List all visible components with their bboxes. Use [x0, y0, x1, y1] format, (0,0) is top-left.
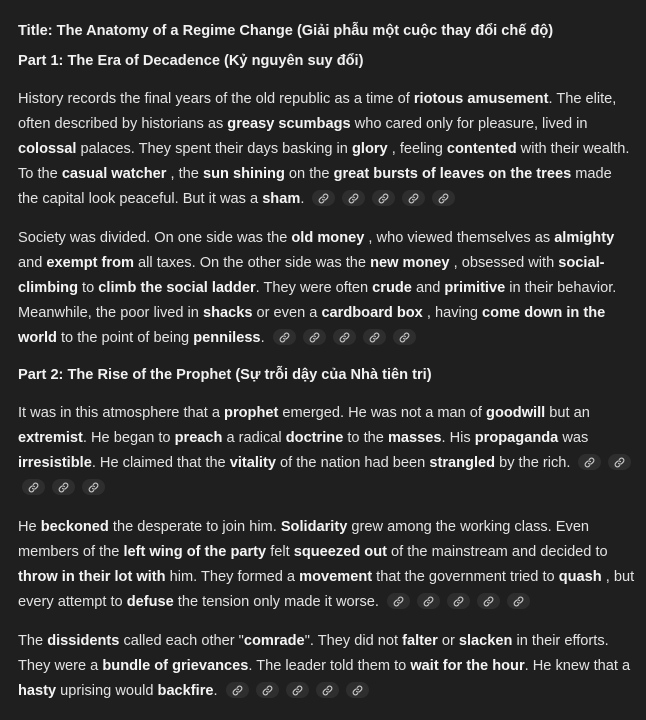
bold-term: exempt from	[46, 255, 134, 271]
source-link-chip[interactable]	[333, 329, 356, 345]
paragraph-4	[18, 515, 636, 615]
part-2-heading: Part 2: The Rise of the Prophet (Sự trỗi dậy của Nhà tiên tri)	[18, 367, 432, 383]
text-segment: him. They formed a	[165, 569, 300, 585]
text-segment: to	[78, 280, 99, 296]
source-link-chip[interactable]	[346, 682, 369, 698]
text-segment: who cared only for pleasure, lived in	[350, 116, 588, 132]
text-segment: emerged. He was not a man of	[278, 405, 487, 421]
bold-term: primitive	[444, 280, 506, 296]
bold-term: crude	[372, 280, 412, 296]
link-icon	[52, 482, 75, 493]
source-link-chip[interactable]	[402, 190, 425, 206]
text-segment: in their efforts. They were a	[18, 633, 609, 674]
paragraph-1	[18, 87, 636, 212]
text-segment: . He claimed that the	[91, 455, 230, 471]
text-segment: and	[411, 280, 445, 296]
text-segment: a radical	[222, 430, 286, 446]
bold-term: irresistible	[18, 455, 92, 471]
paragraph-2	[18, 226, 636, 351]
bold-term: penniless	[193, 330, 261, 346]
link-icon	[393, 332, 416, 343]
text-segment: and	[18, 255, 47, 271]
bold-term: shacks	[202, 305, 253, 321]
text-segment: The	[18, 633, 48, 649]
link-icon	[342, 193, 365, 204]
text-segment: . He began to	[82, 430, 175, 446]
link-icon	[387, 596, 410, 607]
text-segment: , feeling	[387, 141, 447, 157]
link-icon	[447, 596, 470, 607]
link-icon	[303, 332, 326, 343]
article-title: Title: The Anatomy of a Regime Change (Giải phẫu một cuộc thay đổi chế độ)	[18, 23, 554, 39]
bold-term: sun shining	[202, 166, 285, 182]
text-segment: palaces. They spent their days basking in	[76, 141, 352, 157]
bold-term: riotous amusement	[413, 91, 549, 107]
source-link-chip[interactable]	[363, 329, 386, 345]
bold-term: contented	[446, 141, 517, 157]
source-link-chip[interactable]	[387, 593, 410, 609]
text-segment: History records the final years of the old republic as a time of	[18, 91, 414, 107]
bold-term: preach	[174, 430, 223, 446]
paragraph-3	[18, 401, 636, 501]
bold-term: falter	[402, 633, 438, 649]
bold-term: movement	[299, 569, 373, 585]
text-segment: on the	[284, 166, 334, 182]
source-link-chip[interactable]	[312, 190, 335, 206]
bold-term: casual watcher	[61, 166, 167, 182]
source-link-chip[interactable]	[432, 190, 455, 206]
text-segment: , having	[422, 305, 483, 321]
bold-term: comrade	[243, 633, 305, 649]
bold-term: dissidents	[47, 633, 120, 649]
source-link-chip[interactable]	[372, 190, 395, 206]
bold-term: great bursts of leaves on the trees	[333, 166, 572, 182]
text-segment: . The leader told them to	[248, 658, 411, 674]
source-link-chip[interactable]	[52, 479, 75, 495]
text-segment: , who viewed themselves as	[364, 230, 555, 246]
text-segment: the desperate to join him.	[108, 519, 281, 535]
bold-term: squeezed out	[293, 544, 387, 560]
text-segment: He	[18, 519, 41, 535]
bold-term: almighty	[554, 230, 615, 246]
text-segment: of the nation had been	[275, 455, 430, 471]
bold-term: doctrine	[285, 430, 344, 446]
text-segment: felt	[266, 544, 294, 560]
bold-term: goodwill	[486, 405, 546, 421]
source-link-chip[interactable]	[82, 479, 105, 495]
link-icon	[82, 482, 105, 493]
text-segment: . He knew that a	[524, 658, 631, 674]
text-segment: to the point of being	[56, 330, 194, 346]
source-link-chip[interactable]	[22, 479, 45, 495]
text-segment: , but every attempt to	[18, 569, 635, 610]
link-icon	[477, 596, 500, 607]
link-icon	[273, 332, 296, 343]
source-link-chip[interactable]	[393, 329, 416, 345]
source-link-chip[interactable]	[417, 593, 440, 609]
bold-term: glory	[351, 141, 388, 157]
link-icon	[333, 332, 356, 343]
bold-term: Solidarity	[280, 519, 348, 535]
source-link-chip[interactable]	[578, 454, 601, 470]
source-link-chip[interactable]	[256, 682, 279, 698]
bold-term: climb the social ladder	[98, 280, 256, 296]
bold-term: colossal	[18, 141, 77, 157]
link-icon	[226, 685, 249, 696]
bold-term: left wing of the party	[123, 544, 267, 560]
link-icon	[286, 685, 309, 696]
text-segment: was	[558, 430, 589, 446]
bold-term: masses	[387, 430, 442, 446]
link-icon	[402, 193, 425, 204]
text-segment: ". They did not	[304, 633, 403, 649]
paragraph-5	[18, 629, 636, 704]
source-link-chip[interactable]	[286, 682, 309, 698]
bold-term: defuse	[126, 594, 174, 610]
text-segment: or even a	[252, 305, 322, 321]
text-segment: to the	[343, 430, 388, 446]
link-icon	[417, 596, 440, 607]
text-segment: but an	[545, 405, 590, 421]
bold-term: backfire	[157, 683, 214, 699]
text-segment: , obsessed with	[449, 255, 559, 271]
bold-term: propaganda	[474, 430, 559, 446]
text-segment: .	[213, 683, 218, 699]
text-segment: with their wealth. To the	[18, 141, 630, 182]
link-icon	[312, 193, 335, 204]
part-1-heading: Part 1: The Era of Decadence (Kỷ nguyên suy đổi)	[18, 53, 364, 69]
source-link-chip[interactable]	[316, 682, 339, 698]
bold-term: wait for the hour	[410, 658, 525, 674]
text-segment: uprising would	[56, 683, 158, 699]
text-segment: .	[300, 191, 305, 207]
source-link-chip[interactable]	[226, 682, 249, 698]
bold-term: quash	[558, 569, 602, 585]
text-segment: . They were often	[255, 280, 373, 296]
source-link-chip[interactable]	[303, 329, 326, 345]
text-segment: made the capital look peaceful. But it was a	[18, 166, 612, 207]
text-segment: called each other "	[119, 633, 244, 649]
source-link-chip[interactable]	[342, 190, 365, 206]
text-segment: in their behavior. Meanwhile, the poor lived in	[18, 280, 617, 321]
bold-term: slacken	[458, 633, 513, 649]
text-segment: or	[437, 633, 459, 649]
link-icon	[578, 457, 601, 468]
text-segment: Society was divided. On one side was the	[18, 230, 292, 246]
text-segment: that the government tried to	[372, 569, 559, 585]
bold-term: vitality	[229, 455, 276, 471]
link-icon	[316, 685, 339, 696]
source-link-chip[interactable]	[447, 593, 470, 609]
text-segment: . His	[441, 430, 475, 446]
bold-term: extremist	[18, 430, 83, 446]
link-icon	[507, 596, 530, 607]
link-icon	[256, 685, 279, 696]
source-link-chip[interactable]	[608, 454, 631, 470]
bold-term: prophet	[224, 405, 279, 421]
bold-term: cardboard box	[321, 305, 423, 321]
bold-term: social-climbing	[18, 255, 605, 296]
bold-term: strangled	[429, 455, 496, 471]
text-segment: .	[260, 330, 265, 346]
text-segment: the tension only made it worse.	[173, 594, 379, 610]
text-segment: by the rich.	[495, 455, 571, 471]
bold-term: greasy scumbags	[227, 116, 351, 132]
bold-term: come down in the world	[18, 305, 606, 346]
bold-term: bundle of grievances	[102, 658, 249, 674]
text-segment: , the	[166, 166, 203, 182]
link-icon	[22, 482, 45, 493]
bold-term: beckoned	[40, 519, 109, 535]
bold-term: throw in their lot with	[18, 569, 166, 585]
link-icon	[372, 193, 395, 204]
link-icon	[608, 457, 631, 468]
bold-term: new money	[370, 255, 450, 271]
bold-term: hasty	[18, 683, 57, 699]
link-icon	[432, 193, 455, 204]
bold-term: old money	[291, 230, 365, 246]
text-segment: of the mainstream and decided to	[386, 544, 608, 560]
source-link-chip[interactable]	[507, 593, 530, 609]
text-segment: grew among the working class. Even members of the	[18, 519, 590, 560]
link-icon	[363, 332, 386, 343]
source-link-chip[interactable]	[273, 329, 296, 345]
text-segment: all taxes. On the other side was the	[134, 255, 371, 271]
bold-term: sham	[262, 191, 301, 207]
text-segment: . The elite, often described by historians as	[18, 91, 617, 132]
source-link-chip[interactable]	[477, 593, 500, 609]
text-segment: It was in this atmosphere that a	[18, 405, 225, 421]
link-icon	[346, 685, 369, 696]
